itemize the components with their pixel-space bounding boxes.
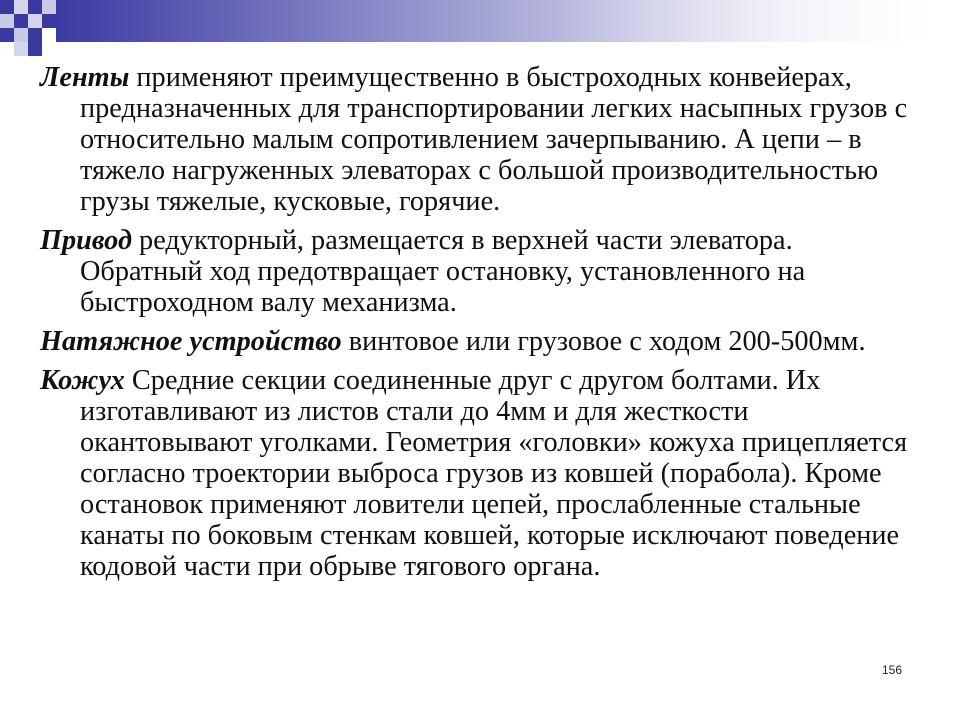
- paragraph-casing: [40, 365, 920, 582]
- term-drive: Привод: [40, 225, 132, 256]
- paragraph-tensioner: [40, 326, 920, 357]
- paragraph-casing-text: Средние секции соединенные друг с другом болтами. Их изготавливают из листов стали до 4мм и для жесткости окантовывают уголками. Геометрия «головки» кожуха прицепляется согласно троектории выброса грузов из ковшей (порабола). Кроме остановок применяют ловители цепей, прослабленные стальные канаты по боковым стенкам ковшей, которые исключают поведение кодовой части при обрыве тягового органа.: [80, 365, 908, 582]
- paragraph-belts: [40, 62, 920, 217]
- header-decoration: [0, 0, 960, 60]
- paragraph-tensioner-text: винтовое или грузовое с ходом 200-500мм.: [341, 326, 866, 357]
- page-number: 156: [881, 663, 902, 677]
- paragraph-drive: [40, 225, 920, 318]
- slide-body: [40, 62, 920, 590]
- paragraph-belts-text: применяют преимущественно в быстроходных конвейерах, предназначенных для транспортировании легких насыпных грузов с относительно малым сопротивлением зачерпыванию. А цепи – в тяжело нагруженных элеваторах с большой производительностью грузы тяжелые, кусковые, горячие.: [80, 62, 908, 217]
- checker-pattern-icon: [0, 0, 960, 60]
- term-tensioner: Натяжное устройство: [40, 326, 342, 357]
- paragraph-drive-text: редукторный, размещается в верхней части элеватора. Обратный ход предотвращает остановку, установленного на быстроходном валу механизма.: [80, 225, 806, 318]
- term-casing: Кожух: [40, 365, 125, 396]
- term-belts: Ленты: [40, 62, 130, 93]
